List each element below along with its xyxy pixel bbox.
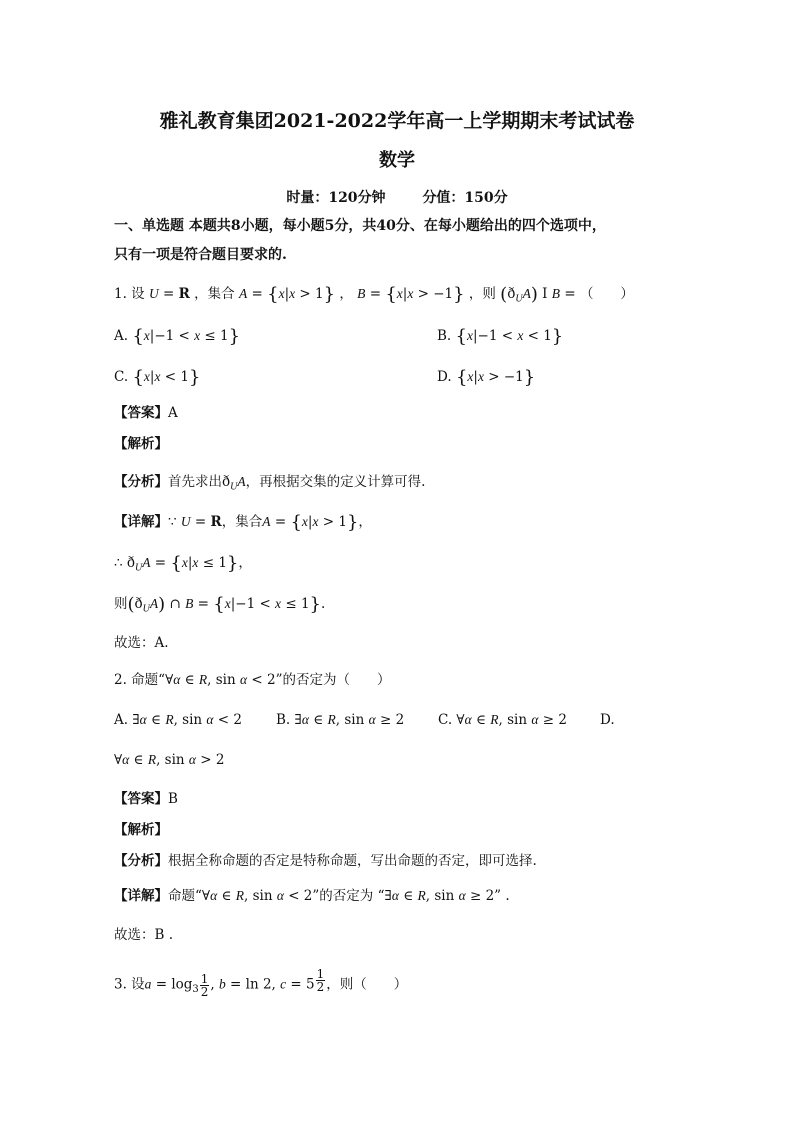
- q1-option-a: A. {x|−1 < x ≤ 1}: [114, 326, 241, 347]
- q2-option-d-formula: ∀α ∈ R, sin α > 2: [114, 752, 225, 768]
- exam-score: 分值：150分: [422, 190, 508, 206]
- q2-option-a: A. ∃α ∈ R, sin α < 2: [114, 712, 242, 728]
- q1-answer: 【答案】A: [114, 405, 178, 421]
- q1-formula-complement: $(ð_UA)$ I B =: [500, 284, 576, 305]
- q1-fenxi: 【分析】首先求出$ð_UA$，再根据交集的定义计算可得.: [114, 474, 426, 493]
- q1-step2: ∴ $ð_UA = \{x|x \le 1\}$，: [114, 553, 252, 574]
- q1-option-d: D. {x|x > −1}: [437, 367, 536, 388]
- q1-detail: 【详解】∵ U = R，集合A = {x|x > 1}，: [114, 512, 372, 533]
- q2-option-d-label: D.: [600, 712, 615, 728]
- exam-time: 时量：120分钟: [286, 190, 386, 206]
- section-heading-line1: 一、单选题 本题共8小题，每小题5分，共40分、在每小题给出的四个选项中，: [114, 218, 606, 234]
- q1-formula-a: A: [238, 286, 248, 301]
- q1-option-b: B. {x|−1 < x < 1}: [437, 326, 564, 347]
- exam-title: 雅礼教育集团2021-2022学年高一上学期期末考试试卷: [159, 110, 635, 132]
- q1-analysis-tag: 【解析】: [114, 436, 168, 452]
- q3-stem: 3. 设$a = \log_3$ $\frac{1}{2}$ , b = ln 2, c = 5 $^{\frac{1}{2}}$ ，则（ ）: [114, 967, 408, 999]
- q2-analysis-tag: 【解析】: [114, 822, 168, 838]
- q2-detail: 【详解】命题“∀α ∈ R, sin α < 2”的否定为 “∃α ∈ R, sin α ≥ 2” .: [114, 888, 510, 904]
- q2-answer: 【答案】B: [114, 791, 178, 807]
- exam-info: [0, 187, 794, 207]
- q2-fenxi: 【分析】根据全称命题的否定是特称命题，写出命题的否定，即可选择.: [114, 853, 537, 869]
- q2-stem: 2. 命题“∀α ∈ R, sin α < 2”的否定为（ ）: [114, 672, 391, 688]
- q1-formula-u: U: [148, 286, 159, 301]
- exam-subject: 数学: [379, 150, 415, 171]
- section-heading-line2: 只有一项是符合题目要求的.: [114, 247, 287, 263]
- q2-conclusion: 故选：B .: [114, 927, 174, 943]
- q1-stem: 1. 设 U = R ，集合 A = {x|x > 1} ， B = {x|x > −1} ，则 $(ð_UA)$ I B = （ ）: [114, 284, 634, 305]
- q1-formula-b: B: [357, 286, 366, 301]
- q1-step3: 则$(ð_UA)$ ∩ B = {x|−1 < x ≤ 1}.: [114, 594, 326, 615]
- q1-conclusion: 故选：A.: [114, 635, 169, 651]
- q1-option-c: C. {x|x < 1}: [114, 367, 201, 388]
- q2-option-c: C. ∀α ∈ R, sin α ≥ 2: [438, 712, 567, 728]
- q2-option-b: B. ∃α ∈ R, sin α ≥ 2: [276, 712, 405, 728]
